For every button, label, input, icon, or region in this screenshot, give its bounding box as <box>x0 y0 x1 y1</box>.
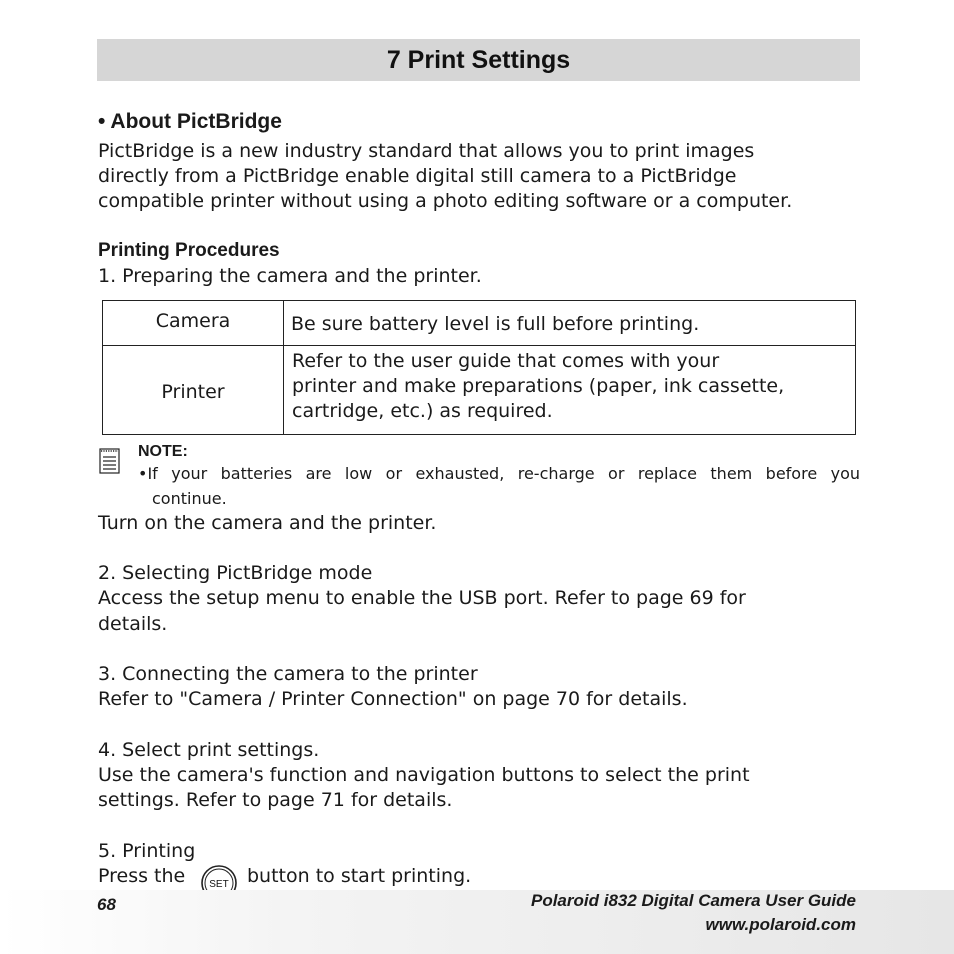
step-5: 5. Printing <box>98 840 196 862</box>
note-label: NOTE: <box>138 443 188 460</box>
table-cell-printer-line-1: Refer to the user guide that comes with your <box>292 350 720 372</box>
step-2-line-1: Access the setup menu to enable the USB port. Refer to page 69 for <box>98 587 746 609</box>
about-heading: • About PictBridge <box>98 110 282 133</box>
step-2: 2. Selecting PictBridge mode <box>98 562 373 584</box>
table-row-divider <box>103 345 855 346</box>
procedures-heading: Printing Procedures <box>98 240 280 261</box>
step-4: 4. Select print settings. <box>98 739 320 761</box>
step-3: 3. Connecting the camera to the printer <box>98 663 478 685</box>
step-1: 1. Preparing the camera and the printer. <box>98 265 482 287</box>
note-icon <box>99 448 120 474</box>
turn-on-instruction: Turn on the camera and the printer. <box>98 512 437 534</box>
set-icon-label: SET <box>209 879 229 890</box>
table-cell-printer-line-3: cartridge, etc.) as required. <box>292 400 553 422</box>
note-line-2: continue. <box>152 489 227 508</box>
table-row-label-camera: Camera <box>155 310 231 332</box>
table-cell-camera: Be sure battery level is full before printing. <box>291 313 700 335</box>
page-number: 68 <box>97 895 116 914</box>
preparation-table <box>102 300 856 435</box>
step-3-line: Refer to "Camera / Printer Connection" on page 70 for details. <box>98 688 688 710</box>
website-url: www.polaroid.com <box>705 915 856 934</box>
note-line-1: •If your batteries are low or exhausted, re-charge or replace them before you <box>138 464 860 483</box>
table-row-label-printer: Printer <box>161 381 225 403</box>
table-cell-printer-line-2: printer and make preparations (paper, ink cassette, <box>292 375 785 397</box>
about-line-3: compatible printer without using a photo editing software or a computer. <box>98 190 793 212</box>
title-bar <box>97 39 860 81</box>
step-4-line-1: Use the camera's function and navigation buttons to select the print <box>98 764 750 786</box>
step-5-text-after: button to start printing. <box>247 865 472 887</box>
about-line-2: directly from a PictBridge enable digital still camera to a PictBridge <box>98 165 737 187</box>
step-2-line-2: details. <box>98 613 168 635</box>
guide-title: Polaroid i832 Digital Camera User Guide <box>530 891 856 910</box>
about-line-1: PictBridge is a new industry standard that allows you to print images <box>98 140 755 162</box>
step-4-line-2: settings. Refer to page 71 for details. <box>98 789 453 811</box>
step-5-text-before: Press the <box>98 865 186 887</box>
table-column-divider <box>283 301 284 434</box>
page-title: 7 Print Settings <box>386 46 571 74</box>
